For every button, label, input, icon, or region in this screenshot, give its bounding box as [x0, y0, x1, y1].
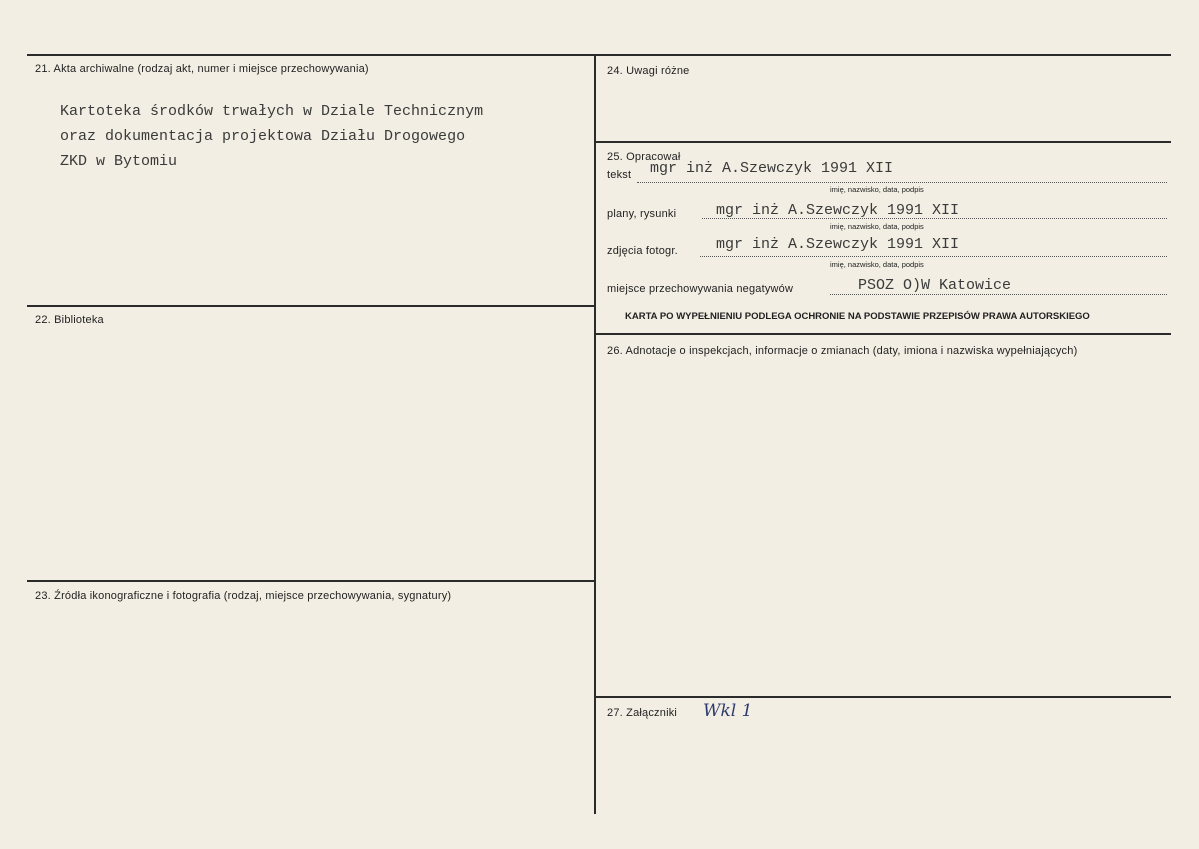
section-26-label: 26. Adnotacje o inspekcjach, informacje o zmianach (daty, imiona i nazwiska wypełniających) [607, 345, 1078, 357]
negatywy-value: PSOZ O)W Katowice [858, 277, 1012, 294]
section-21-line-1: Kartoteka środków trwałych w Dziale Technicznym [60, 103, 484, 120]
zdjecia-label: zdjęcia fotogr. [607, 245, 678, 257]
zdjecia-dotted-line [700, 256, 1167, 257]
center-divider [594, 54, 596, 814]
section-22-label: 22. Biblioteka [35, 314, 104, 326]
rule-24-25 [596, 141, 1171, 143]
section-21-line-3: ZKD w Bytomiu [60, 153, 178, 170]
rule-21-22 [27, 305, 596, 307]
rule-22-23 [27, 580, 596, 582]
tekst-dotted-line [637, 182, 1167, 183]
zdjecia-value: mgr inż A.Szewczyk 1991 XII [716, 236, 960, 253]
rule-25-26 [596, 333, 1171, 335]
section-27-handwritten-value: Wkl 1 [703, 701, 753, 721]
top-rule-left [27, 54, 596, 56]
copyright-notice: KARTA PO WYPEŁNIENIU PODLEGA OCHRONIE NA PODSTAWIE PRZEPISÓW PRAWA AUTORSKIEGO [625, 311, 1090, 322]
zdjecia-sublabel: imię, nazwisko, data, podpis [830, 260, 924, 269]
section-25-label: 25. Opracował [607, 151, 681, 163]
negatywy-dotted-line [830, 294, 1167, 295]
section-27-label: 27. Załączniki [607, 707, 678, 719]
top-rule-right [596, 54, 1171, 56]
plany-sublabel: imię, nazwisko, data, podpis [830, 222, 924, 231]
tekst-label: tekst [607, 169, 632, 181]
section-23-label: 23. Źródła ikonograficzne i fotografia (rodzaj, miejsce przechowywania, sygnatury) [35, 590, 452, 602]
plany-value: mgr inż A.Szewczyk 1991 XII [716, 202, 960, 219]
section-24-label: 24. Uwagi różne [607, 65, 690, 77]
section-21-line-2: oraz dokumentacja projektowa Działu Drogowego [60, 128, 466, 145]
negatywy-label: miejsce przechowywania negatywów [607, 283, 794, 295]
section-21-label: 21. Akta archiwalne (rodzaj akt, numer i miejsce przechowywania) [35, 63, 369, 75]
rule-26-27 [596, 696, 1171, 698]
tekst-value: mgr inż A.Szewczyk 1991 XII [650, 160, 894, 177]
plany-label: plany, rysunki [607, 208, 677, 220]
tekst-sublabel: imię, nazwisko, data, podpis [830, 185, 924, 194]
